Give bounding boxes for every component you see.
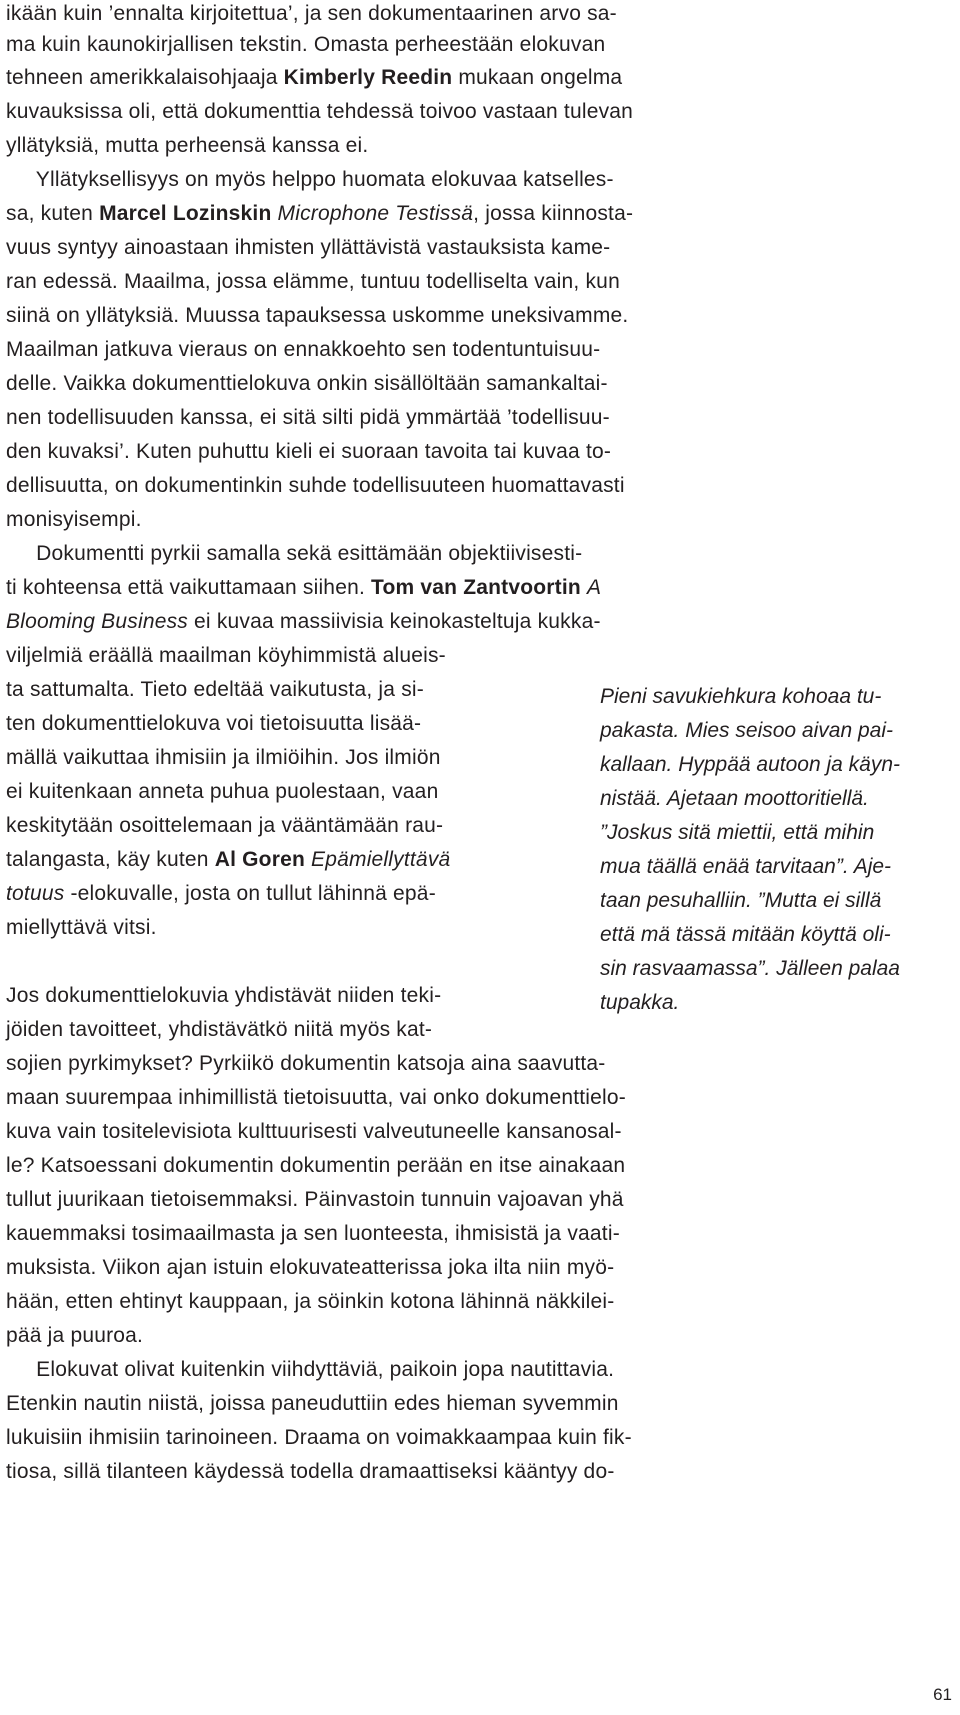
- body-line: [6, 608, 601, 636]
- pull-quote-line: että mä tässä mitään köyttä oli-: [600, 923, 891, 946]
- body-line: [6, 64, 622, 92]
- pull-quote-line: sin rasvaamassa”. Jälleen palaa: [600, 957, 900, 980]
- page-number: 61: [933, 1685, 952, 1704]
- body-text-run: siinä on yllätyksiä. Muussa tapauksessa uskomme uneksivamme.: [6, 304, 629, 327]
- body-line: [6, 336, 600, 364]
- body-text-run: Tom van Zantvoortin: [371, 576, 581, 599]
- pull-quote-line: mua täällä enää tarvitaan”. Aje-: [600, 855, 892, 878]
- body-text-run: totuus: [6, 882, 65, 905]
- pull-quote-line: tupakka.: [600, 991, 680, 1014]
- body-text-run: pää ja puuroa.: [6, 1324, 144, 1347]
- body-line: [6, 472, 625, 500]
- body-line: [6, 914, 157, 942]
- pull-quote-line: Pieni savukiehkura kohoaa tu-: [600, 685, 882, 708]
- body-text-run: Marcel Lozinskin: [99, 202, 272, 225]
- body-line: [6, 370, 608, 398]
- body-text-run: maan suurempaa inhimillistä tietoisuutta, vai onko dokumenttielo-: [6, 1086, 626, 1109]
- body-text-run: tiosa, sillä tilanteen käydessä todella dramaattiseksi kääntyy do-: [6, 1460, 615, 1483]
- body-line: [6, 710, 421, 738]
- body-text-run: Microphone Testissä: [277, 202, 474, 225]
- body-line: [6, 200, 633, 228]
- body-line: [6, 302, 628, 330]
- body-text-run: Jos dokumenttielokuvia yhdistävät niiden teki-: [6, 984, 442, 1007]
- body-line: [6, 268, 620, 296]
- body-text-run: miellyttävä vitsi.: [6, 916, 157, 939]
- body-text-run: Epämiellyttävä: [311, 848, 451, 871]
- body-text-run: Kimberly Reedin: [283, 66, 453, 89]
- body-line: [6, 1356, 614, 1384]
- body-text-run: Etenkin nautin niistä, joissa paneuduttiin edes hieman syvemmin: [6, 1392, 619, 1415]
- body-text-run: keskitytään osoittelemaan ja vääntämään rau-: [6, 814, 444, 837]
- body-line: [6, 31, 605, 59]
- body-text-run: den kuvaksi’. Kuten puhuttu kieli ei suoraan tavoita tai kuvaa to-: [6, 440, 612, 463]
- body-text-run: Elokuvat olivat kuitenkin viihdyttäviä, paikoin jopa nautittavia.: [6, 1358, 615, 1381]
- body-line: [6, 1050, 606, 1078]
- body-text-run: Maailman jatkuva vieraus on ennakkoehto sen todentuntuisuu-: [6, 338, 601, 361]
- body-line: [6, 846, 450, 874]
- body-line: [6, 1220, 620, 1248]
- body-line: [6, 98, 633, 126]
- body-text-run: vuus syntyy ainoastaan ihmisten yllättävistä vastauksista kame-: [6, 236, 611, 259]
- body-text-run: ma kuin kaunokirjallisen tekstin. Omasta perheestään elokuvan: [6, 33, 606, 56]
- body-text-run: dellisuutta, on dokumentinkin suhde todellisuuteen huomattavasti: [6, 474, 625, 497]
- body-text-run: lukuisiin ihmisiin tarinoineen. Draama on voimakkaampaa kuin fik-: [6, 1426, 632, 1449]
- body-line: [6, 1458, 615, 1486]
- body-line: [6, 778, 438, 806]
- body-line: [6, 132, 368, 160]
- body-line: [6, 1118, 622, 1146]
- pull-quote-line: kallaan. Hyppää autoon ja käyn-: [600, 753, 901, 776]
- body-line: [6, 404, 610, 432]
- body-text-run: sa, kuten: [6, 202, 100, 225]
- body-line: [6, 676, 424, 704]
- body-text-run: kauemmaksi tosimaailmasta ja sen luonteesta, ihmisistä ja vaati-: [6, 1222, 620, 1245]
- body-line: [6, 1288, 614, 1316]
- body-text-run: sojien pyrkimykset? Pyrkiikö dokumentin katsoja aina saavutta-: [6, 1052, 606, 1075]
- body-text-run: delle. Vaikka dokumenttielokuva onkin sisällöltään samankaltai-: [6, 372, 608, 395]
- body-line: [6, 234, 610, 262]
- body-line: [6, 0, 617, 28]
- body-text-run: tehneen amerikkalaisohjaaja: [6, 66, 284, 89]
- body-line: [6, 744, 441, 772]
- body-text-run: ei kuitenkaan anneta puhua puolestaan, vaan: [6, 780, 439, 803]
- body-line: [6, 1084, 626, 1112]
- body-line: [6, 1152, 625, 1180]
- pull-quote-line: pakasta. Mies seisoo aivan pai-: [600, 719, 893, 742]
- body-text-run: monisyisempi.: [6, 508, 142, 531]
- body-text-run: ta sattumalta. Tieto edeltää vaikutusta, ja si-: [6, 678, 424, 701]
- body-text-run: hään, etten ehtinyt kauppaan, ja söinkin kotona lähinnä näkkilei-: [6, 1290, 615, 1313]
- body-text-run: mukaan ongelma: [452, 66, 623, 89]
- body-line: [6, 1016, 432, 1044]
- body-text-run: Yllätyksellisyys on myös helppo huomata elokuvaa katselles-: [6, 168, 614, 191]
- body-line: [6, 540, 582, 568]
- body-text-run: kuva vain tositelevisiota kulttuurisesti valveutuneelle kansanosal-: [6, 1120, 622, 1143]
- body-text-run: muksista. Viikon ajan istuin elokuvateatterissa joka ilta niin myö-: [6, 1256, 615, 1279]
- body-line: [6, 982, 441, 1010]
- body-line: [6, 166, 614, 194]
- body-text-run: tullut juurikaan tietoisemmaksi. Päinvastoin tunnuin vajoavan yhä: [6, 1188, 624, 1211]
- body-text-run: ten dokumenttielokuva voi tietoisuutta lisää-: [6, 712, 422, 735]
- body-line: [6, 438, 611, 466]
- body-text-run: le? Katsoessani dokumentin dokumentin perään en itse ainakaan: [6, 1154, 626, 1177]
- body-line: [6, 1390, 619, 1418]
- pull-quote-line: ”Joskus sitä miettii, että mihin: [600, 821, 875, 844]
- body-line: [6, 880, 436, 908]
- body-text-run: ran edessä. Maailma, jossa elämme, tuntuu todelliselta vain, kun: [6, 270, 620, 293]
- body-text-run: ti kohteensa että vaikuttamaan siihen.: [6, 576, 372, 599]
- body-line: [6, 1186, 624, 1214]
- body-text-run: mällä vaikuttaa ihmisiin ja ilmiöihin. Jos ilmiön: [6, 746, 441, 769]
- body-text-run: ikään kuin ’ennalta kirjoitettua’, ja sen dokumentaarinen arvo sa-: [6, 2, 617, 25]
- body-text-run: A: [586, 576, 602, 599]
- body-text-run: -elokuvalle, josta on tullut lähinnä epä-: [64, 882, 436, 905]
- body-line: [6, 574, 601, 602]
- body-text-run: Al Goren: [214, 848, 305, 871]
- body-line: [6, 1424, 632, 1452]
- body-line: [6, 506, 142, 534]
- body-text-run: , jossa kiinnosta-: [473, 202, 634, 225]
- body-text-run: ei kuvaa massiivisia keinokasteltuja kukka-: [188, 610, 601, 633]
- body-text-run: kuvauksissa oli, että dokumenttia tehdessä toivoo vastaan tulevan: [6, 100, 634, 123]
- pull-quote-line: taan pesuhalliin. ”Mutta ei sillä: [600, 889, 882, 912]
- body-text-run: talangasta, käy kuten: [6, 848, 215, 871]
- body-text-run: viljelmiä eräällä maailman köyhimmistä alueis-: [6, 644, 446, 667]
- pull-quote-line: nistää. Ajetaan moottoritiellä.: [600, 787, 869, 810]
- body-text-run: yllätyksiä, mutta perheensä kanssa ei.: [6, 134, 369, 157]
- body-text-run: Dokumentti pyrkii samalla sekä esittämään objektiivisesti-: [6, 542, 583, 565]
- body-line: [6, 642, 446, 670]
- body-text-run: jöiden tavoitteet, yhdistävätkö niitä myös kat-: [6, 1018, 433, 1041]
- body-line: [6, 1254, 614, 1282]
- body-line: [6, 1322, 143, 1350]
- body-text-run: Blooming Business: [6, 610, 188, 633]
- body-line: [6, 812, 443, 840]
- body-text-run: nen todellisuuden kanssa, ei sitä silti pidä ymmärtää ’todellisuu-: [6, 406, 610, 429]
